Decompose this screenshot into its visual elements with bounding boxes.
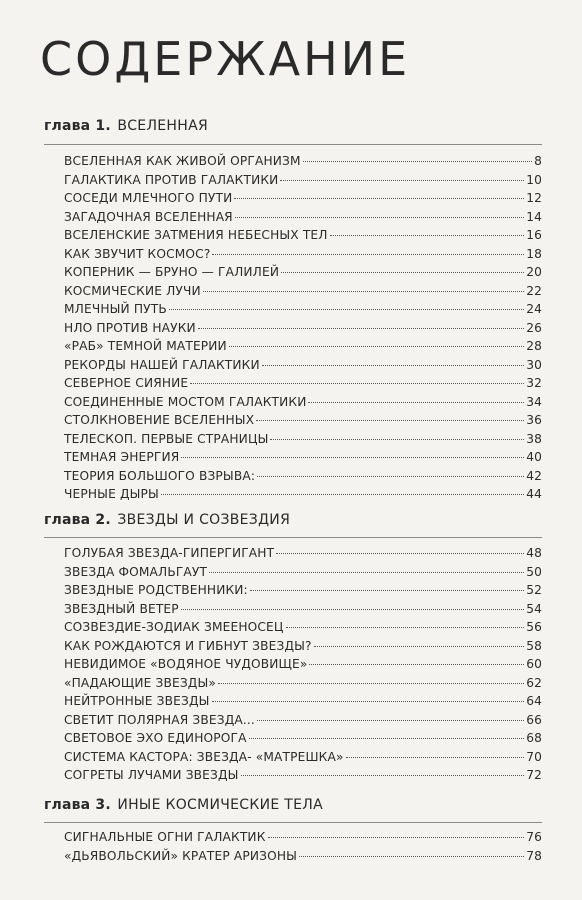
dot-leader xyxy=(303,161,532,162)
toc-entry-page: 16 xyxy=(526,228,542,242)
toc-entry-title: ТЕОРИЯ БОЛЬШОГО ВЗРЫВА: xyxy=(64,468,256,483)
toc-entry xyxy=(64,337,542,356)
toc-entry-page: 20 xyxy=(526,265,542,279)
dot-leader xyxy=(218,683,524,684)
toc-entry xyxy=(64,152,542,171)
toc-entry-title: СЕВЕРНОЕ СИЯНИЕ xyxy=(64,376,189,390)
dot-leader xyxy=(250,590,524,591)
toc-entry-page: 44 xyxy=(526,487,542,501)
dot-leader xyxy=(280,180,524,181)
toc-entry-title: МЛЕЧНЫЙ ПУТЬ xyxy=(64,302,167,316)
toc-entry xyxy=(64,226,542,245)
toc-entry-title: ЗАГАДОЧНАЯ ВСЕЛЕННАЯ xyxy=(64,209,233,224)
toc-entry xyxy=(64,766,542,785)
toc-entry xyxy=(64,637,542,656)
toc-entry-title: СИГНАЛЬНЫЕ ОГНИ ГАЛАКТИК xyxy=(64,830,266,844)
toc-entry xyxy=(64,467,542,486)
dot-leader xyxy=(161,494,524,495)
toc-entry xyxy=(64,544,542,563)
toc-entry-page: 70 xyxy=(526,749,542,764)
toc-entry-page: 10 xyxy=(526,172,542,187)
toc-entry xyxy=(64,319,542,338)
toc-entry-title: ГАЛАКТИКА ПРОТИВ ГАЛАКТИКИ xyxy=(64,172,279,187)
toc-entry-title: СВЕТИТ ПОЛЯРНАЯ ЗВЕЗДА... xyxy=(64,712,255,727)
toc-entry-page: 64 xyxy=(526,694,542,708)
dot-leader xyxy=(209,572,524,573)
toc-entry-page: 56 xyxy=(526,620,542,634)
toc-entry-page: 76 xyxy=(526,830,542,844)
dot-leader xyxy=(257,720,524,721)
toc-entry-page: 62 xyxy=(526,675,542,690)
toc-entry-page: 8 xyxy=(534,154,542,168)
dot-leader xyxy=(249,738,525,739)
toc-entry-title: КАК ЗВУЧИТ КОСМОС? xyxy=(64,246,211,261)
page-title: СОДЕРЖАНИЕ xyxy=(40,32,411,86)
toc-entry-title: КОСМИЧЕСКИЕ ЛУЧИ xyxy=(64,283,201,298)
toc-entry-page: 38 xyxy=(526,431,542,446)
chapter-label: глава 3. xyxy=(44,797,111,813)
toc-entry-title: СОГРЕТЫ ЛУЧАМИ ЗВЕЗДЫ xyxy=(64,768,239,782)
toc-entry-title: «ДЬЯВОЛЬСКИЙ» КРАТЕР АРИЗОНЫ xyxy=(64,848,298,863)
toc-entry-page: 24 xyxy=(526,302,542,316)
chapter-3-entries xyxy=(64,828,542,865)
toc-entry-page: 22 xyxy=(526,283,542,298)
toc-entry xyxy=(64,263,542,282)
toc-entry xyxy=(64,189,542,208)
dot-leader xyxy=(181,457,524,458)
toc-entry-page: 60 xyxy=(526,657,542,671)
chapter-label: глава 1. xyxy=(44,118,111,134)
dot-leader xyxy=(257,476,524,477)
toc-entry xyxy=(64,282,542,301)
dot-leader xyxy=(190,383,524,384)
dot-leader xyxy=(212,254,524,255)
toc-entry-page: 50 xyxy=(526,564,542,579)
toc-entry-page: 34 xyxy=(526,394,542,409)
toc-entry xyxy=(64,748,542,767)
toc-entry-title: ВСЕЛЕННАЯ КАК ЖИВОЙ ОРГАНИЗМ xyxy=(64,154,301,168)
dot-leader xyxy=(229,346,524,347)
toc-entry xyxy=(64,171,542,190)
dot-leader xyxy=(262,365,524,366)
chapter-divider xyxy=(44,144,542,145)
toc-entry-title: НЕВИДИМОЕ «ВОДЯНОЕ ЧУДОВИЩЕ» xyxy=(64,657,308,671)
toc-entry xyxy=(64,581,542,600)
toc-entry-page: 40 xyxy=(526,450,542,464)
toc-entry-title: СТОЛКНОВЕНИЕ ВСЕЛЕННЫХ xyxy=(64,413,255,427)
dot-leader xyxy=(270,439,524,440)
toc-entry xyxy=(64,600,542,619)
toc-entry xyxy=(64,208,542,227)
chapter-name: ЗВЕЗДЫ И СОЗВЕЗДИЯ xyxy=(117,512,291,528)
toc-entry xyxy=(64,563,542,582)
toc-entry-title: ЗВЕЗДНЫЕ РОДСТВЕННИКИ: xyxy=(64,583,248,597)
toc-entry-page: 48 xyxy=(526,546,542,560)
toc-entry-page: 18 xyxy=(526,246,542,261)
toc-entry xyxy=(64,828,542,847)
chapter-2-entries xyxy=(64,544,542,785)
toc-entry-title: ЧЕРНЫЕ ДЫРЫ xyxy=(64,487,159,501)
toc-entry-title: «РАБ» ТЕМНОЙ МАТЕРИИ xyxy=(64,339,227,353)
toc-entry-title: ТЕМНАЯ ЭНЕРГИЯ xyxy=(64,450,180,464)
dot-leader xyxy=(309,664,524,665)
dot-leader xyxy=(281,272,524,273)
toc-entry-title: ТЕЛЕСКОП. ПЕРВЫЕ СТРАНИЦЫ xyxy=(64,431,269,446)
toc-entry xyxy=(64,448,542,467)
dot-leader xyxy=(314,646,525,647)
dot-leader xyxy=(234,198,524,199)
dot-leader xyxy=(286,627,525,628)
toc-entry-page: 68 xyxy=(526,731,542,745)
dot-leader xyxy=(346,757,525,758)
chapter-heading-3 xyxy=(44,797,323,813)
toc-entry-page: 72 xyxy=(526,768,542,782)
toc-entry xyxy=(64,711,542,730)
toc-entry-title: КОПЕРНИК — БРУНО — ГАЛИЛЕЙ xyxy=(64,265,280,279)
toc-entry-page: 78 xyxy=(526,848,542,863)
toc-entry-title: ГОЛУБАЯ ЗВЕЗДА-ГИПЕРГИГАНТ xyxy=(64,546,275,560)
toc-entry xyxy=(64,393,542,412)
toc-entry-title: ЗВЕЗДА ФОМАЛЬГАУТ xyxy=(64,564,208,579)
chapter-heading-2 xyxy=(44,512,290,528)
toc-entry xyxy=(64,245,542,264)
chapter-divider xyxy=(44,822,542,823)
dot-leader xyxy=(299,856,524,857)
toc-entry xyxy=(64,411,542,430)
dot-leader xyxy=(276,553,524,554)
toc-entry-page: 32 xyxy=(526,376,542,390)
toc-entry xyxy=(64,692,542,711)
toc-entry-page: 58 xyxy=(526,638,542,653)
dot-leader xyxy=(308,402,524,403)
toc-entry-page: 36 xyxy=(526,413,542,427)
toc-entry-title: ЗВЕЗДНЫЙ ВЕТЕР xyxy=(64,601,179,616)
toc-entry xyxy=(64,430,542,449)
dot-leader xyxy=(256,420,524,421)
toc-entry-title: КАК РОЖДАЮТСЯ И ГИБНУТ ЗВЕЗДЫ? xyxy=(64,638,312,653)
dot-leader xyxy=(198,328,524,329)
toc-entry-title: СОЗВЕЗДИЕ-ЗОДИАК ЗМЕЕНОСЕЦ xyxy=(64,620,284,634)
toc-entry-page: 54 xyxy=(526,601,542,616)
dot-leader xyxy=(169,309,524,310)
toc-entry-page: 26 xyxy=(526,320,542,335)
toc-entry xyxy=(64,847,542,866)
toc-entry-title: СВЕТОВОЕ ЭХО ЕДИНОРОГА xyxy=(64,731,247,745)
toc-entry-page: 30 xyxy=(526,357,542,372)
toc-entry-title: СОСЕДИ МЛЕЧНОГО ПУТИ xyxy=(64,191,233,205)
chapter-label: глава 2. xyxy=(44,512,111,528)
chapter-heading-1 xyxy=(44,118,208,134)
toc-entry-page: 52 xyxy=(526,583,542,597)
toc-entry-page: 42 xyxy=(526,468,542,483)
toc-entry xyxy=(64,374,542,393)
chapter-divider xyxy=(44,537,542,538)
toc-entry xyxy=(64,300,542,319)
toc-entry-title: СИСТЕМА КАСТОРА: ЗВЕЗДА- «МАТРЕШКА» xyxy=(64,749,344,764)
dot-leader xyxy=(212,701,525,702)
toc-entry-page: 66 xyxy=(526,712,542,727)
toc-entry xyxy=(64,674,542,693)
toc-entry-title: НЕЙТРОННЫЕ ЗВЕЗДЫ xyxy=(64,694,210,708)
toc-entry xyxy=(64,618,542,637)
dot-leader xyxy=(181,609,524,610)
chapter-name: ИНЫЕ КОСМИЧЕСКИЕ ТЕЛА xyxy=(117,797,323,813)
toc-entry-title: НЛО ПРОТИВ НАУКИ xyxy=(64,320,196,335)
toc-entry xyxy=(64,729,542,748)
dot-leader xyxy=(235,217,524,218)
toc-entry xyxy=(64,356,542,375)
toc-entry-page: 14 xyxy=(526,209,542,224)
toc-entry-title: СОЕДИНЕННЫЕ МОСТОМ ГАЛАКТИКИ xyxy=(64,394,307,409)
chapter-1-entries xyxy=(64,152,542,504)
toc-entry xyxy=(64,655,542,674)
toc-entry-page: 28 xyxy=(526,339,542,353)
toc-entry-title: РЕКОРДЫ НАШЕЙ ГАЛАКТИКИ xyxy=(64,357,260,372)
toc-entry-page: 12 xyxy=(526,191,542,205)
toc-entry xyxy=(64,485,542,504)
dot-leader xyxy=(241,775,525,776)
toc-entry-title: «ПАДАЮЩИЕ ЗВЕЗДЫ» xyxy=(64,675,216,690)
dot-leader xyxy=(203,291,524,292)
chapter-name: ВСЕЛЕННАЯ xyxy=(117,118,208,134)
toc-entry-title: ВСЕЛЕНСКИЕ ЗАТМЕНИЯ НЕБЕСНЫХ ТЕЛ xyxy=(64,228,328,242)
dot-leader xyxy=(330,235,525,236)
dot-leader xyxy=(268,837,525,838)
